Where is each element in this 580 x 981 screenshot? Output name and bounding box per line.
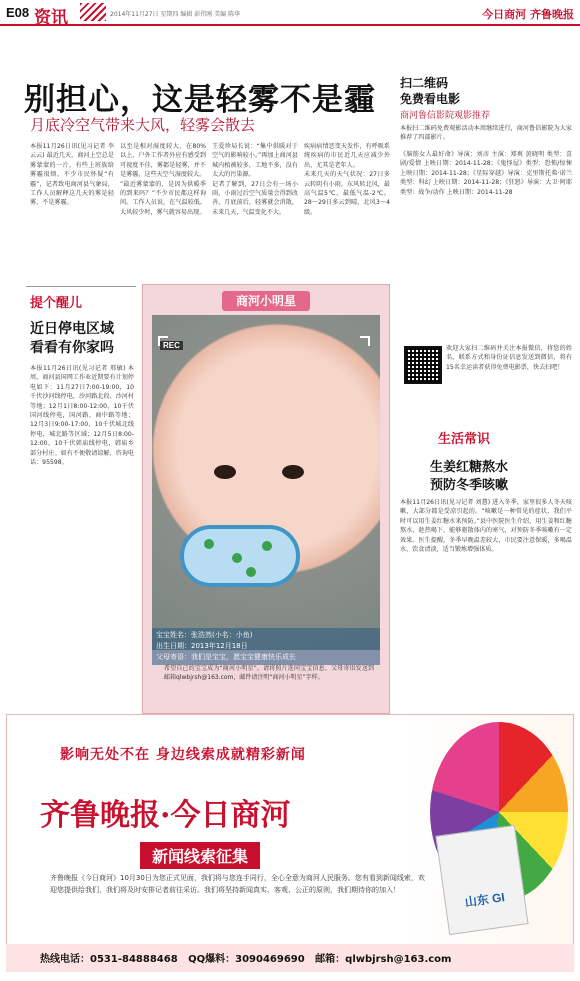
frame-corner	[360, 336, 370, 346]
article-col-4: 疾病病情恶变天发作，有呼吸系统疾病的市民近几天应减少外出，尤其是老年人。 未来几天的天气状况：27日多云转阴有小雨，东风转北风，最高气温5℃，最低气温-2℃。28～29日多云到晴，北风3～4级。	[304, 143, 390, 216]
ad-brand: 齐鲁晚报·今日商河	[40, 798, 291, 833]
article-col-3: 王爱珍局长说：“集中供暖对于空气的影响较小。”再加上商河县城内植被较多，工地不多，没有太大的污染源。 记者了解到，27日会有一场小雨，小雨过后空气质量会得到改善，月底前后，轻雾就会消散，未来几天，气温变化不大。	[212, 143, 298, 216]
article-col-2: 以至是相对湿度较大，在80%以上，户外工作者外应有感受到可视度不佳，雾都是轻雾，并不是雾霾，这些天空气湿度较大。 “最近雾蒙蒙的，是因为供暖季的到来吗？”不少市民都这样询问。工作人员说，在气温较低、大风较少时，雾气就容易出现。	[120, 143, 206, 216]
outage-body: 本报11月26日讯(见习记者 邢敏) 本周，商河县国网工作业近期要有计划停电如下：11月27日7:00-19:00，10千伏沙河线停电，沙河路北段、沙河村等地；12月1日8:00-12:00，10千伏国河线停电，国河路、商中路等地；12月3日9:00-17:00，10千伏城北线停电，城北路等区域；12月5日8:00-12:00，10千伏韩庙线停电，韩庙乡部分村庄。如有不便敬请谅解，咨询电话：95598。	[30, 365, 134, 467]
article-col-1: 本报11月26日讯(见习记者 李云云) 最近几天，商河上空总是雾蒙蒙的一片，有些上班族给雾霾很烦，不少市民怀疑“有霾”，记者致电商河县气象局，工作人员解释这几天的雾是轻雾，不是雾霾。	[30, 143, 114, 207]
ad-banner: 新闻线索征集	[140, 842, 260, 869]
baby-caption: 宝宝姓名：张浩然(小名：小鱼) 出生日期：2013年12月18日 父母寄语：我们是宝宝，愿宝宝健康快乐成长	[152, 628, 380, 665]
header-stripes	[80, 3, 106, 21]
issue-meta: 2014年11月27日 星期四 编辑 彭伟刚 美编 陈华	[110, 11, 241, 18]
newspaper-brand: 今日商河 齐鲁晚报	[482, 8, 574, 21]
outage-title-1: 近日停电区域	[30, 321, 114, 337]
movie-list: 《脑筋女人最好命》导演：刘彦 主演：郑爽 黄晓明 类型：喜剧/爱情 上映日期：2014-11-28；《鬼怪屋》类型：恐怖/惊悚 上映日期：2014-11-28；《星际穿越》导演：克里斯托弗·诺兰 类型：科幻 上映日期：2014-11-28；《狂怒》导演：大卫·阿耶 类型：战争/动作 上映日期：2014-11-28	[400, 151, 572, 196]
section-title: 资讯	[34, 8, 68, 28]
page-number: E08	[6, 5, 30, 20]
ad-body: 齐鲁晚报《今日商河》10月30日为您正式见面，我们将与您连手同行，全心全意为商河人民服务。您有看到新闻线索，欢迎您提供给我们，我们将及时安排记者前往采访。我们将坚持新闻真实、客观、公正的原则，我们期待你的加入！	[50, 874, 425, 894]
main-subhead: 月底冷空气带来大风，轻雾会散去	[30, 116, 256, 134]
movie-intro: 本报扫二维码免费观影活动本周继续进行，商河鲁信影院为大家推荐了四部影片。	[400, 125, 572, 142]
health-title-1: 生姜红糖熬水	[430, 460, 509, 475]
hotline-number[interactable]: 0531-84888468	[90, 954, 178, 965]
ad-slogan: 影响无处不在 身边线索成就精彩新闻	[60, 747, 306, 763]
movie-title-1: 扫二维码	[400, 76, 449, 90]
newspaper-graphic: 山东 GI	[435, 825, 528, 935]
tip-tag: 提个醒儿	[30, 296, 83, 311]
baby-eye-left	[214, 465, 236, 479]
life-tag: 生活常识	[438, 432, 491, 447]
page-header	[0, 0, 580, 26]
card-footer: 希望自己的宝宝成为“商河小明星”，请将照片连同宝宝信息、父母寄语发送到邮箱qlwbjrsh@163.com，邮件请注明“商河小明星”字样。	[164, 665, 374, 682]
rec-label: REC	[160, 341, 183, 350]
qq-number[interactable]: 3090469690	[235, 954, 305, 965]
qr-code-icon[interactable]	[404, 346, 442, 384]
baby-eye-right	[282, 465, 304, 479]
health-body: 本报11月26日讯(见习记者 刘慧) 进入冬季，家里很多人冬天咳嗽，大部分都是受凉引起的。“咳嗽是一种常见的症状，我们平时可以用生姜红糖水来预防。”县中医院医生介绍，用生姜和红糖熬水，趁热喝下，能够驱散体内的寒气，对预防冬季咳嗽有一定效果。医生提醒，冬季早晚温差较大，市民要注意保暖，多喝温水，饮食清淡，适当锻炼增强体质。	[400, 499, 572, 554]
contact-line: 热线电话：0531-84888468 QQ爆料：3090469690 邮箱：qlwbjrsh@163.com	[40, 954, 452, 965]
frame-corner	[158, 336, 168, 346]
card-title: 商河小明星	[222, 291, 310, 311]
email-link[interactable]: qlwbjrsh@163.com	[345, 954, 452, 965]
movie-subtitle: 商河鲁信影院观影推荐	[400, 111, 491, 121]
main-headline: 别担心，这是轻雾不是霾	[24, 82, 376, 118]
baby-photo	[152, 315, 380, 650]
scan-note: 欢迎大家扫二维码并关注本报微信，将您的姓名、联系方式和身份证信息发送到微信，将有15名幸运读者获得免费电影票，快去扫吧！	[446, 345, 572, 371]
movie-title-2: 免费看电影	[400, 92, 461, 106]
pacifier	[180, 525, 300, 587]
health-title-2: 预防冬季咳嗽	[430, 478, 509, 493]
outage-title-2: 看看有你家吗	[30, 340, 114, 356]
divider	[26, 286, 136, 287]
